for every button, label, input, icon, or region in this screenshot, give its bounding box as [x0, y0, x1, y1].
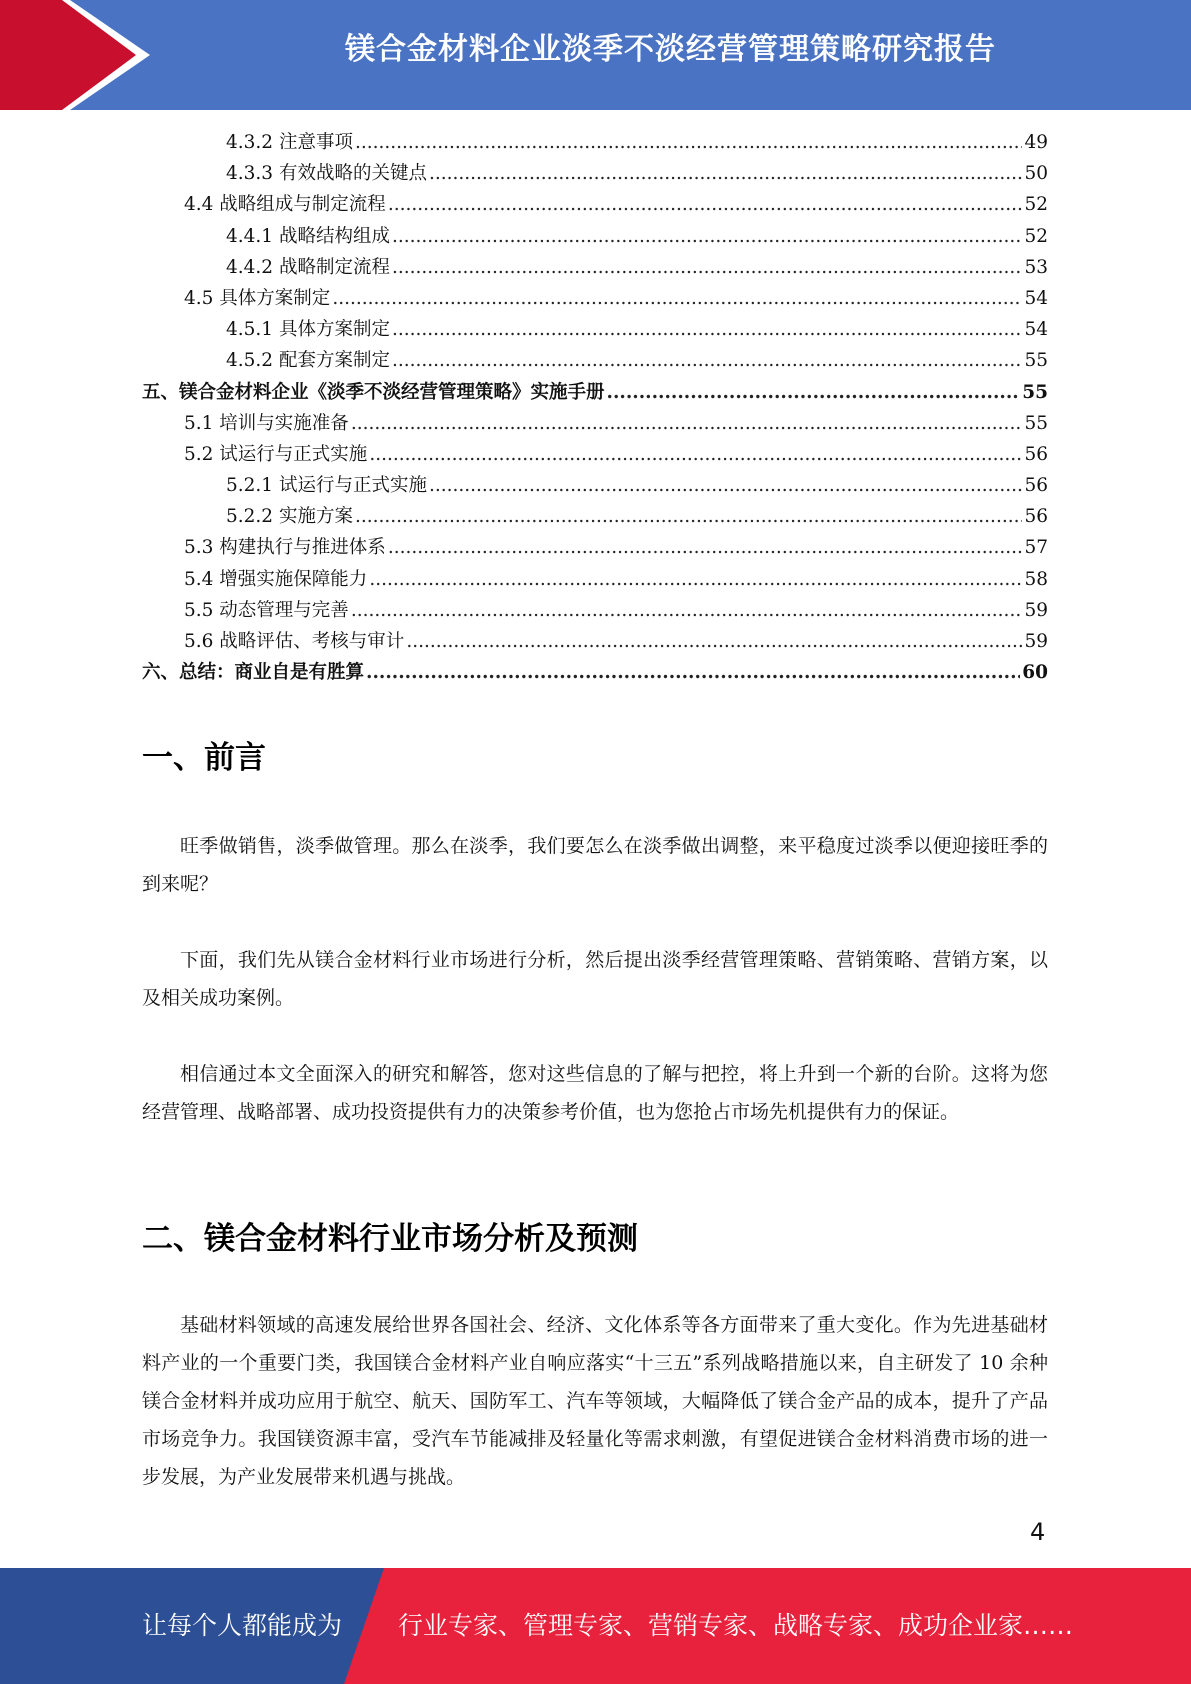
toc-entry-title: 4.3.2 注意事项: [226, 132, 353, 153]
toc-entry-page: 49: [1024, 132, 1048, 153]
toc-entry-page: 50: [1024, 163, 1048, 185]
toc-entry-title: 4.4.2 战略制定流程: [226, 256, 390, 278]
toc-entry[interactable]: [142, 315, 1048, 346]
toc-entry[interactable]: [142, 346, 1048, 377]
toc-entry-page: 55: [1024, 412, 1048, 434]
toc-entry-title: 5.1 培训与实施准备: [184, 412, 349, 434]
toc-entry-page: 58: [1024, 568, 1048, 590]
toc-entry-title: 4.4.1 战略结构组成: [226, 225, 390, 247]
toc-entry[interactable]: [142, 159, 1048, 190]
footer-slogan-left: 让每个人都能成为: [142, 1611, 343, 1640]
toc-leader-dots: [429, 163, 1022, 184]
toc-entry[interactable]: [142, 658, 1048, 689]
toc-leader-dots: [369, 444, 1022, 465]
toc-leader-dots: [429, 475, 1022, 496]
toc-entry-title: 5.5 动态管理与完善: [184, 599, 349, 621]
toc-entry-title: 4.4 战略组成与制定流程: [184, 194, 386, 216]
footer-bar: [0, 1568, 1191, 1684]
toc-leader-dots: [351, 600, 1023, 621]
toc-entry-title: 5.2.1 试运行与正式实施: [226, 475, 427, 497]
toc-entry[interactable]: [142, 190, 1048, 221]
report-title: 镁合金材料企业淡季不淡经营管理策略研究报告: [345, 32, 996, 67]
toc-entry-page: 55: [1022, 381, 1048, 403]
header-arrow-icon: [0, 0, 160, 110]
toc-entry-title: 5.4 增强实施保障能力: [184, 568, 368, 590]
toc-entry-page: 54: [1024, 319, 1048, 341]
toc-leader-dots: [355, 132, 1023, 153]
toc-entry-title: 4.5 具体方案制定: [184, 287, 331, 309]
toc-entry-page: 56: [1024, 475, 1048, 497]
toc-entry-page: 56: [1024, 443, 1048, 465]
toc-entry[interactable]: [142, 253, 1048, 284]
preface-paragraph-3: 相信通过本文全面深入的研究和解答，您对这些信息的了解与把控，将上升到一个新的台阶。这将为您经营管理、战略部署、成功投资提供有力的决策参考价值，也为您抢占市场先机提供有力的保证。: [142, 1063, 1048, 1123]
toc-leader-dots: [388, 537, 1023, 558]
toc-entry[interactable]: [142, 596, 1048, 627]
toc-entry-page: 60: [1022, 662, 1048, 684]
market-analysis-paragraph-1: 基础材料领域的高速发展给世界各国社会、经济、文化体系等各方面带来了重大变化。作为先进基础材料产业的一个重要门类，我国镁合金材料产业自响应落实“十三五”系列战略措施以来，自主研发了 10 余种镁合金材料并成功应用于航空、航天、国防军工、汽车等领域，大幅降低了镁合金产品的成本，提升了产品市场竞争力。我国镁资源丰富，受汽车节能减排及轻量化等需求刺激，有望促进镁合金材料消费市场的进一步发展，为产业发展带来机遇与挑战。: [142, 1314, 1048, 1488]
toc-entry[interactable]: [142, 471, 1048, 502]
toc-leader-dots: [392, 350, 1022, 371]
toc-entry-title: 4.5.2 配套方案制定: [226, 350, 390, 372]
toc-entry-page: 52: [1024, 194, 1048, 216]
toc-entry[interactable]: [142, 627, 1048, 658]
toc-entry-page: 52: [1024, 225, 1048, 247]
toc-entry-page: 54: [1024, 287, 1048, 309]
toc-leader-dots: [369, 569, 1022, 590]
toc-entry[interactable]: [142, 409, 1048, 440]
toc-entry-title: 4.5.1 具体方案制定: [226, 319, 390, 341]
toc-entry-page: 55: [1024, 350, 1048, 372]
toc-entry-title: 5.2 试运行与正式实施: [184, 443, 368, 465]
toc-leader-dots: [406, 631, 1022, 652]
toc-leader-dots: [388, 194, 1023, 215]
toc-entry[interactable]: [142, 378, 1048, 409]
toc-entry-title: 六、总结：商业自是有胜算: [142, 662, 365, 684]
page-number: 4: [1030, 1518, 1046, 1546]
toc-leader-dots: [366, 662, 1020, 683]
toc-leader-dots: [607, 382, 1021, 403]
toc-entry[interactable]: [142, 502, 1048, 533]
preface-paragraph-2: 下面，我们先从镁合金材料行业市场进行分析，然后提出淡季经营管理策略、营销策略、营销方案，以及相关成功案例。: [142, 949, 1048, 1009]
toc-entry-title: 5.2.2 实施方案: [226, 506, 353, 528]
toc-entry-title: 5.6 战略评估、考核与审计: [184, 631, 405, 652]
toc-entry-page: 59: [1024, 599, 1048, 621]
toc-leader-dots: [355, 506, 1023, 527]
preface-paragraph-1: 旺季做销售，淡季做管理。那么在淡季，我们要怎么在淡季做出调整，来平稳度过淡季以便迎接旺季的到来呢？: [142, 835, 1048, 895]
toc-entry-page: 59: [1024, 631, 1048, 652]
toc-entry-title: 4.3.3 有效战略的关键点: [226, 163, 427, 185]
toc-entry[interactable]: [142, 284, 1048, 315]
toc-entry[interactable]: [142, 440, 1048, 471]
table-of-contents: [142, 128, 1048, 689]
header-bar: [0, 0, 1191, 110]
toc-entry-page: 56: [1024, 506, 1048, 528]
section-heading-market-analysis: 二、镁合金材料行业市场分析及预测: [142, 1221, 638, 1257]
section-heading-preface: 一、前言: [142, 740, 266, 776]
toc-entry[interactable]: [142, 128, 1048, 159]
toc-entry-page: 57: [1024, 537, 1048, 559]
toc-leader-dots: [392, 319, 1022, 340]
toc-entry-title: 五、镁合金材料企业《淡季不淡经营管理策略》实施手册: [142, 381, 605, 403]
toc-leader-dots: [392, 257, 1022, 278]
toc-entry[interactable]: [142, 533, 1048, 564]
footer-slogan-right: 行业专家、管理专家、营销专家、战略专家、成功企业家……: [398, 1611, 1074, 1640]
toc-leader-dots: [392, 226, 1022, 247]
toc-entry[interactable]: [142, 565, 1048, 596]
toc-entry-page: 53: [1024, 256, 1048, 278]
toc-entry-title: 5.3 构建执行与推进体系: [184, 537, 386, 559]
toc-entry[interactable]: [142, 222, 1048, 253]
toc-leader-dots: [332, 288, 1022, 309]
toc-leader-dots: [351, 413, 1023, 434]
